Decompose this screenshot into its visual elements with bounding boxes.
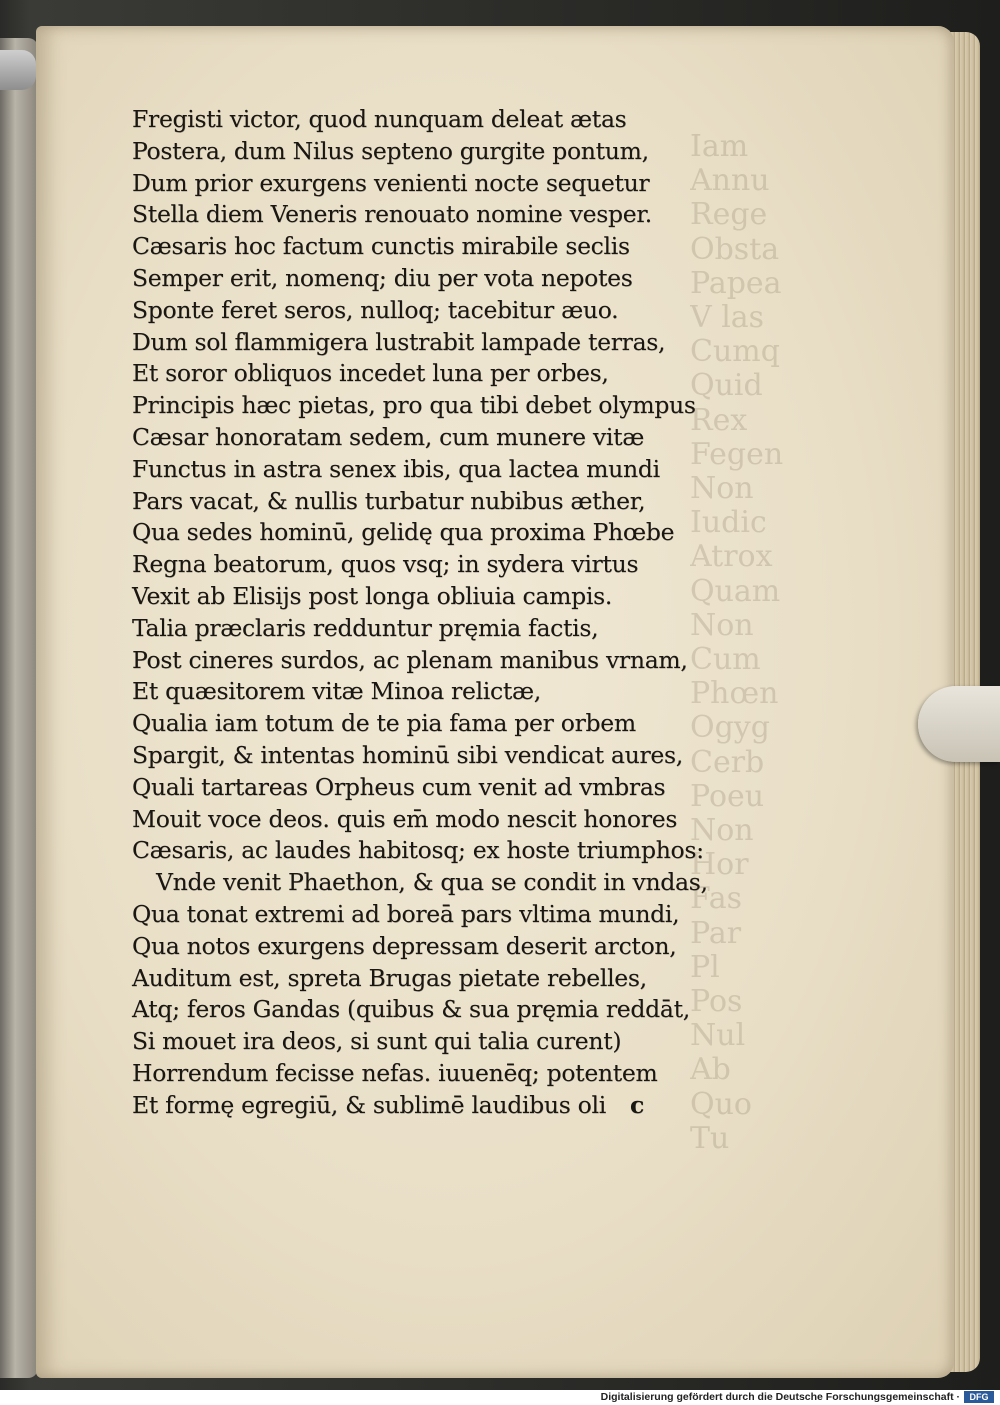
text-line: Principis hæc pietas, pro qua tibi debet olympus bbox=[132, 391, 696, 420]
text-line: Qua sedes hominū, gelidę qua proxima Phœbe bbox=[132, 518, 675, 547]
text-line: Postera, dum Nilus septeno gurgite pontum, bbox=[132, 136, 649, 165]
text-line: Cæsaris, ac laudes habitosq; ex hoste triumphos: bbox=[132, 836, 704, 865]
dfg-logo: DFG bbox=[964, 1391, 994, 1403]
text-line: Cæsar honoratam sedem, cum munere vitæ bbox=[132, 422, 645, 451]
text-line: Et soror obliquos incedet luna per orbes, bbox=[132, 359, 609, 388]
text-line: Horrendum fecisse nefas. iuuenēq; potentem bbox=[132, 1058, 658, 1087]
text-line: Stella diem Veneris renouato nomine vesper. bbox=[132, 200, 652, 229]
text-line: Vnde venit Phaethon, & qua se condit in vndas, bbox=[156, 868, 708, 897]
last-text-line bbox=[132, 1090, 782, 1122]
text-line: Dum sol flammigera lustrabit lampade terras, bbox=[132, 327, 666, 356]
text-line: Fregisti victor, quod nunquam deleat ætas bbox=[132, 105, 627, 133]
text-line: Post cineres surdos, ac plenam manibus vrnam, bbox=[132, 645, 688, 674]
text-line: Auditum est, spreta Brugas pietate rebelles, bbox=[132, 963, 647, 992]
text-line: Functus in astra senex ibis, qua lactea mundi bbox=[132, 454, 660, 483]
text-line: Qua tonat extremi ad boreā pars vltima mundi, bbox=[132, 899, 680, 928]
text-line-content: Et formę egregiū, & sublimē laudibus oli bbox=[132, 1090, 606, 1119]
text-line: Atq; feros Gandas (quibus & sua pręmia reddāt, bbox=[132, 995, 690, 1024]
text-line: Regna beatorum, quos vsq; in sydera virtus bbox=[132, 550, 639, 579]
text-line: Cæsaris hoc factum cunctis mirabile seclis bbox=[132, 232, 630, 261]
poem-text bbox=[132, 104, 782, 1122]
text-line: Semper erit, nomenq; diu per vota nepotes bbox=[132, 263, 633, 292]
text-line: Si mouet ira deos, si sunt qui talia curent) bbox=[132, 1027, 622, 1056]
text-line: Vexit ab Elisijs post longa obliuia campis. bbox=[132, 581, 612, 610]
text-line: Mouit voce deos. quis em̄ modo nescit honores bbox=[132, 804, 678, 833]
signature-mark: c bbox=[629, 1090, 644, 1119]
text-line: Qua notos exurgens depressam deserit arcton, bbox=[132, 931, 677, 960]
funding-credit: Digitalisierung gefördert durch die Deutsche Forschungsgemeinschaft · bbox=[600, 1391, 960, 1403]
text-line: Spargit, & intentas hominū sibi vendicat aures, bbox=[132, 740, 683, 769]
text-line: Sponte feret seros, nulloq; tacebitur æuo. bbox=[132, 295, 619, 324]
text-line: Qualia iam totum de te pia fama per orbem bbox=[132, 709, 636, 738]
text-line: Talia præclaris redduntur pręmia factis, bbox=[132, 613, 599, 642]
text-line: Et quæsitorem vitæ Minoa relictæ, bbox=[132, 677, 541, 706]
text-line: Quali tartareas Orpheus cum venit ad vmbras bbox=[132, 772, 666, 801]
previous-leaf-edge bbox=[0, 38, 38, 1378]
text-line: Dum prior exurgens venienti nocte sequetur bbox=[132, 168, 650, 197]
page-tab bbox=[918, 686, 1000, 762]
text-line: Pars vacat, & nullis turbatur nubibus æther, bbox=[132, 486, 646, 515]
book-clasp bbox=[0, 50, 36, 90]
show-through-text: Iam Annu Rege Obsta Papea V las Cumq Quid Rex Fegen Non Iudic Atrox Quam Non Cum Phœn Ogyg Cerb Poeu Non Hor Fas Par Pl Pos Nul Ab Quo Tu bbox=[690, 130, 784, 1156]
